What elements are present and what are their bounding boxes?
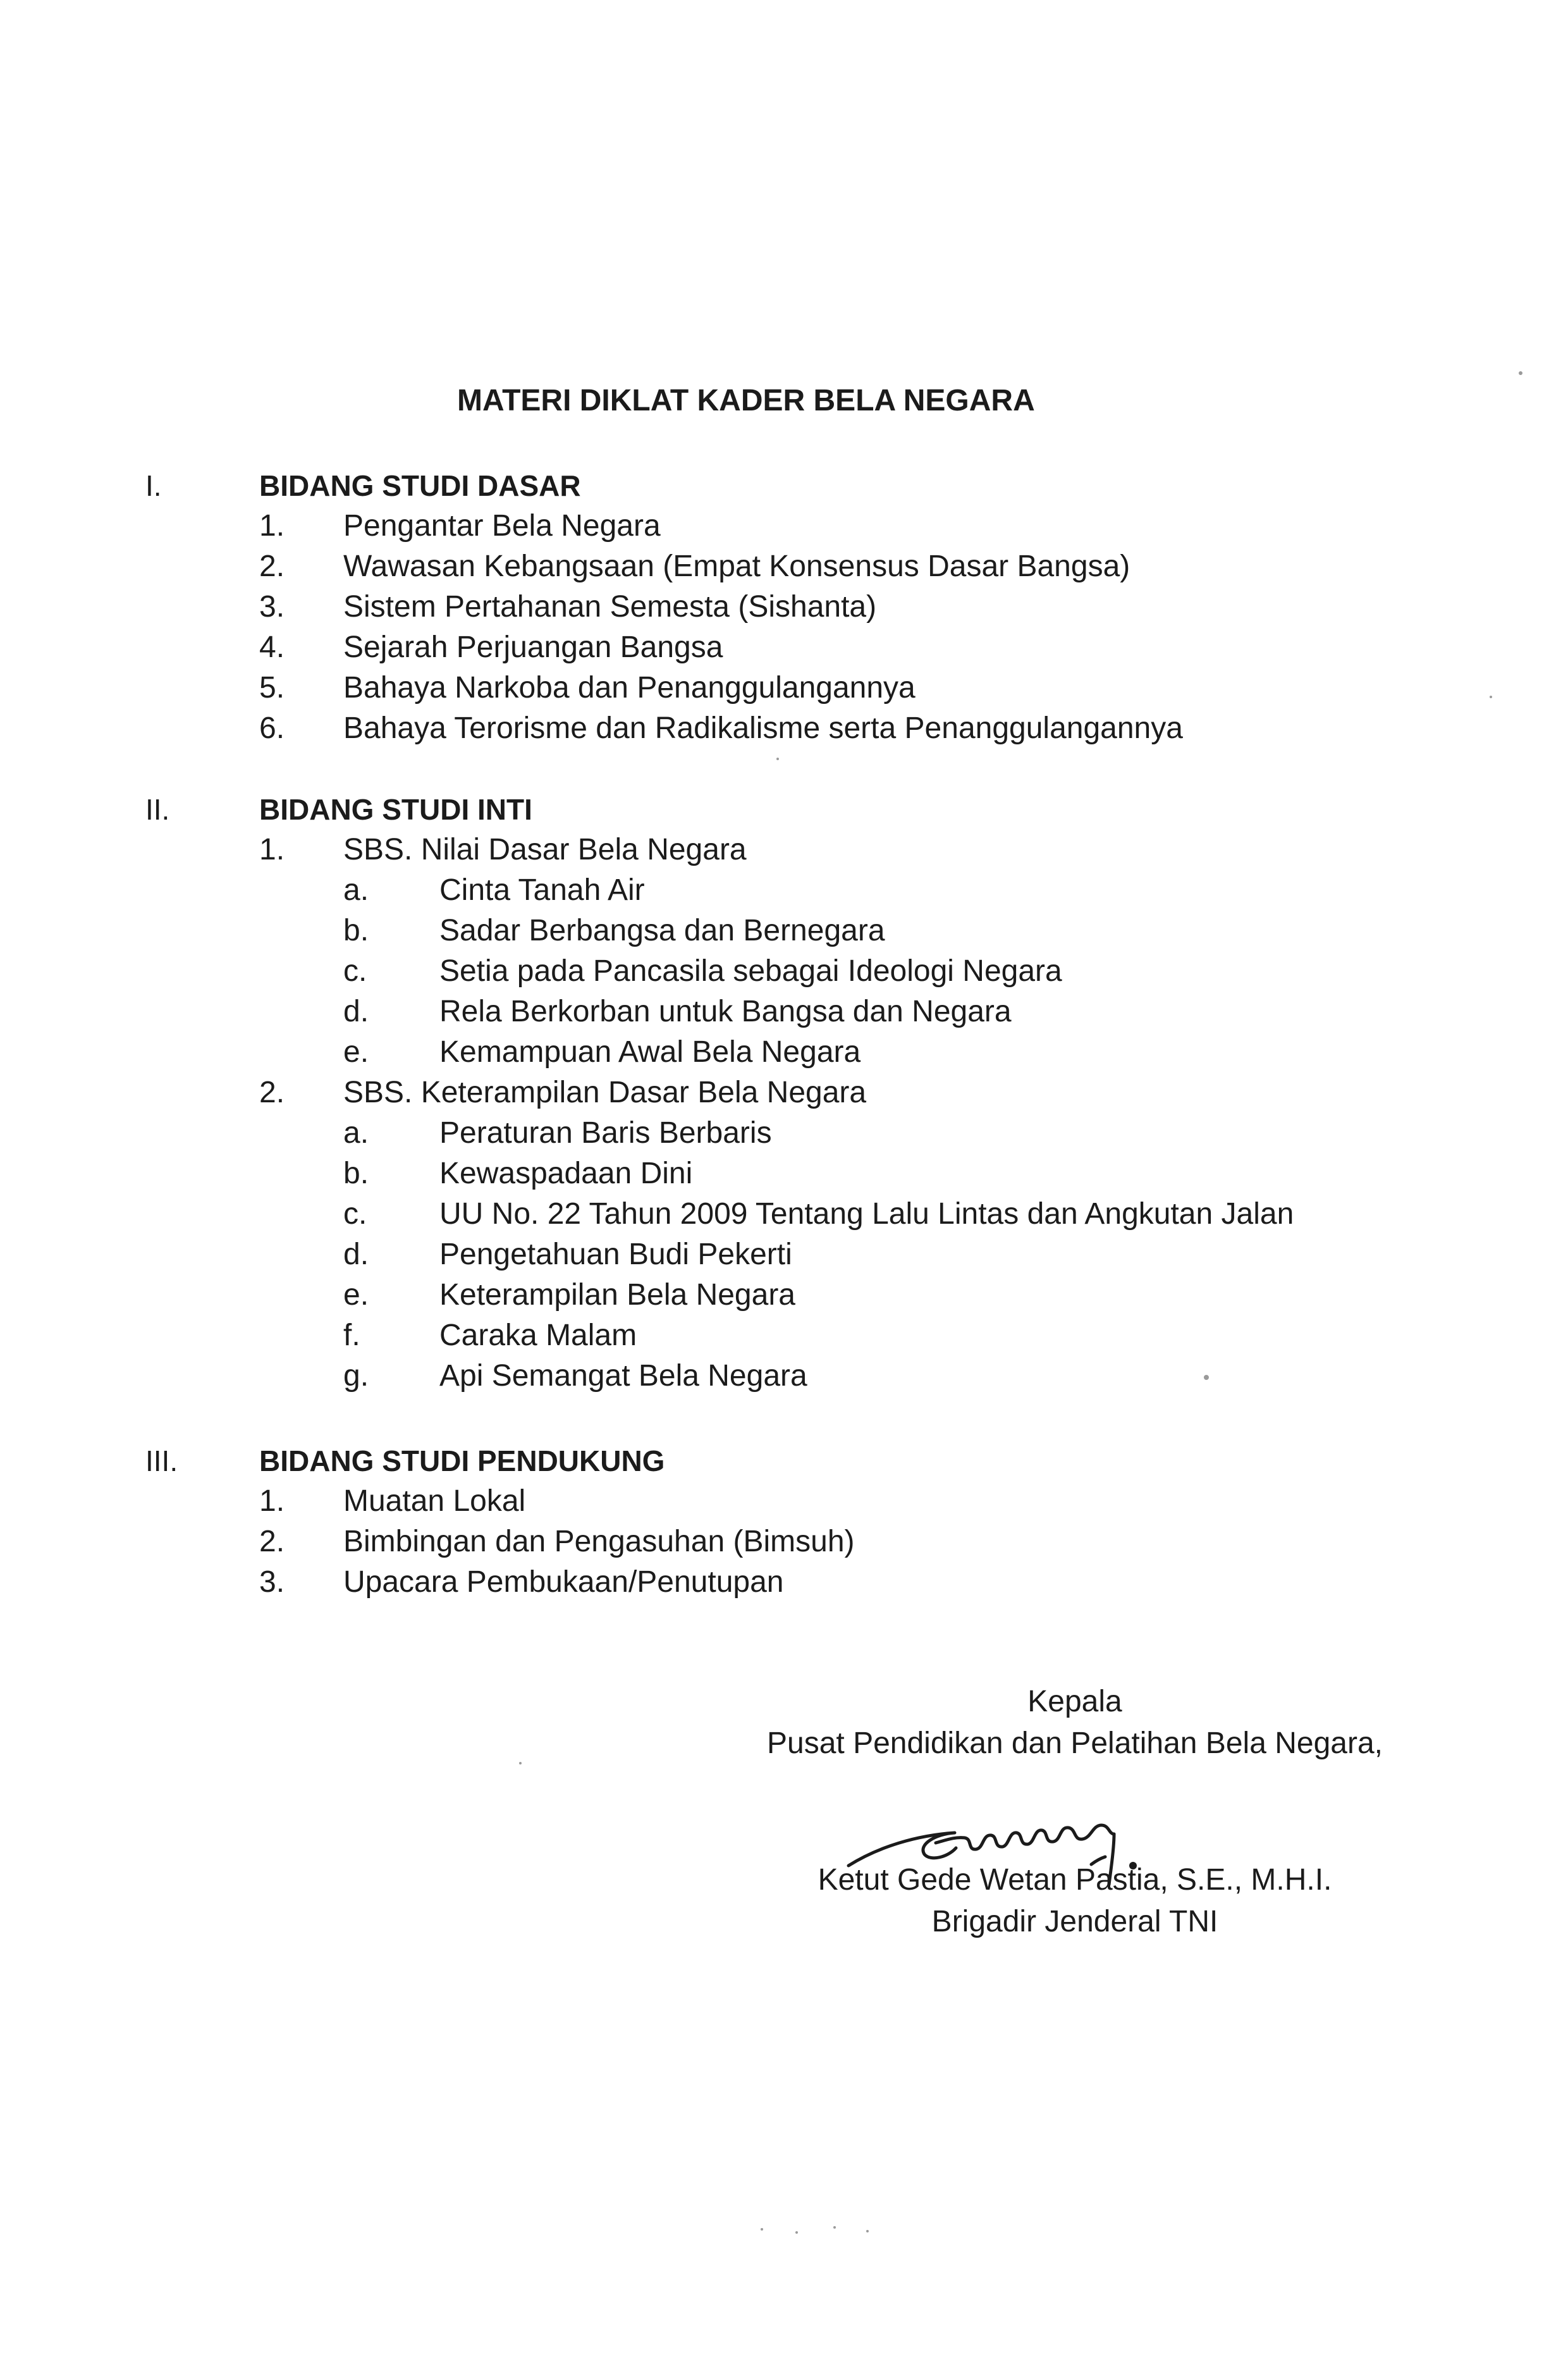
item-label: SBS. Nilai Dasar Bela Negara xyxy=(343,833,747,866)
item-label: Pengantar Bela Negara xyxy=(343,509,661,543)
item-label: Wawasan Kebangsaan (Empat Konsensus Dasar Bangsa) xyxy=(343,550,1130,583)
sub-item-letter: a. xyxy=(343,1116,369,1150)
signatory-position: Kepala xyxy=(1027,1685,1122,1718)
sub-item-label: UU No. 22 Tahun 2009 Tentang Lalu Lintas dan Angkutan Jalan xyxy=(439,1197,1294,1231)
document-title: MATERI DIKLAT KADER BELA NEGARA xyxy=(457,384,1035,417)
sub-item-letter: d. xyxy=(343,1238,369,1271)
signatory-details xyxy=(695,1859,1454,1943)
item-label: Sejarah Perjuangan Bangsa xyxy=(343,631,723,664)
sub-item-letter: d. xyxy=(343,995,369,1028)
item-number: 2. xyxy=(259,1076,285,1109)
sub-item-label: Api Semangat Bela Negara xyxy=(439,1359,807,1393)
list-item xyxy=(145,506,1473,546)
item-number: 1. xyxy=(259,833,285,866)
item-label: Bahaya Terorisme dan Radikalisme serta Penanggulangannya xyxy=(343,711,1183,745)
sub-item-letter: c. xyxy=(343,1197,367,1231)
section-heading: BIDANG STUDI PENDUKUNG xyxy=(259,1444,665,1477)
item-label: SBS. Keterampilan Dasar Bela Negara xyxy=(343,1076,867,1109)
sub-item-label: Peraturan Baris Berbaris xyxy=(439,1116,772,1150)
section-number: III. xyxy=(145,1444,178,1477)
section-header xyxy=(145,465,1473,506)
item-number: 2. xyxy=(259,550,285,583)
item-label: Bimbingan dan Pengasuhan (Bimsuh) xyxy=(343,1525,855,1558)
item-label: Bahaya Narkoba dan Penanggulangannya xyxy=(343,671,916,705)
item-number: 5. xyxy=(259,671,285,705)
section-bidang-studi-inti xyxy=(145,789,1473,1396)
sub-item xyxy=(145,1032,1473,1073)
sub-item-letter: b. xyxy=(343,914,369,947)
list-item xyxy=(145,1522,1473,1562)
sub-item xyxy=(145,1154,1473,1194)
signatory-heading xyxy=(695,1681,1454,1764)
sub-item-label: Kemampuan Awal Bela Negara xyxy=(439,1035,861,1069)
section-number: I. xyxy=(145,469,162,502)
signatory-rank: Brigadir Jenderal TNI xyxy=(931,1905,1218,1938)
sub-item xyxy=(145,1113,1473,1154)
sub-item-label: Sadar Berbangsa dan Bernegara xyxy=(439,914,885,947)
sub-item xyxy=(145,951,1473,992)
section-header xyxy=(145,1441,1473,1481)
list-item xyxy=(145,668,1473,708)
item-number: 1. xyxy=(259,1484,285,1518)
item-label: Upacara Pembukaan/Penutupan xyxy=(343,1565,784,1599)
item-label: Muatan Lokal xyxy=(343,1484,526,1518)
list-item xyxy=(145,830,1473,870)
item-number: 3. xyxy=(259,1565,285,1599)
section-header xyxy=(145,789,1473,830)
list-item xyxy=(145,1073,1473,1113)
item-number: 2. xyxy=(259,1525,285,1558)
sub-item xyxy=(145,992,1473,1032)
list-item xyxy=(145,708,1473,749)
sub-item-label: Kewaspadaan Dini xyxy=(439,1157,693,1190)
item-number: 4. xyxy=(259,631,285,664)
sub-item xyxy=(145,1356,1473,1396)
item-number: 3. xyxy=(259,590,285,624)
sub-item-letter: e. xyxy=(343,1278,369,1312)
sub-item-label: Rela Berkorban untuk Bangsa dan Negara xyxy=(439,995,1012,1028)
sub-item-letter: f. xyxy=(343,1319,360,1352)
sub-item-letter: e. xyxy=(343,1035,369,1069)
sub-item-label: Pengetahuan Budi Pekerti xyxy=(439,1238,792,1271)
sub-item xyxy=(145,870,1473,911)
sub-item xyxy=(145,1234,1473,1275)
sub-item-letter: a. xyxy=(343,873,369,907)
section-heading: BIDANG STUDI DASAR xyxy=(259,469,581,502)
section-bidang-studi-pendukung xyxy=(145,1441,1473,1603)
section-heading: BIDANG STUDI INTI xyxy=(259,793,532,826)
list-item xyxy=(145,1562,1473,1603)
list-item xyxy=(145,1481,1473,1522)
sub-item-label: Keterampilan Bela Negara xyxy=(439,1278,795,1312)
item-number: 6. xyxy=(259,711,285,745)
item-number: 1. xyxy=(259,509,285,543)
sub-item-letter: c. xyxy=(343,954,367,988)
section-number: II. xyxy=(145,793,170,826)
sub-item xyxy=(145,1315,1473,1356)
section-bidang-studi-dasar xyxy=(145,465,1473,749)
sub-item xyxy=(145,911,1473,951)
list-item xyxy=(145,627,1473,668)
signatory-name: Ketut Gede Wetan Pastia, S.E., M.H.I. xyxy=(818,1863,1332,1897)
item-label: Sistem Pertahanan Semesta (Sishanta) xyxy=(343,590,877,624)
sub-item-label: Setia pada Pancasila sebagai Ideologi Negara xyxy=(439,954,1062,988)
sub-item xyxy=(145,1194,1473,1234)
sub-item xyxy=(145,1275,1473,1315)
sub-item-letter: b. xyxy=(343,1157,369,1190)
signatory-office: Pusat Pendidikan dan Pelatihan Bela Negara, xyxy=(766,1727,1383,1760)
list-item xyxy=(145,587,1473,627)
sub-item-label: Cinta Tanah Air xyxy=(439,873,645,907)
sub-item-label: Caraka Malam xyxy=(439,1319,637,1352)
list-item xyxy=(145,546,1473,587)
sub-item-letter: g. xyxy=(343,1359,369,1393)
